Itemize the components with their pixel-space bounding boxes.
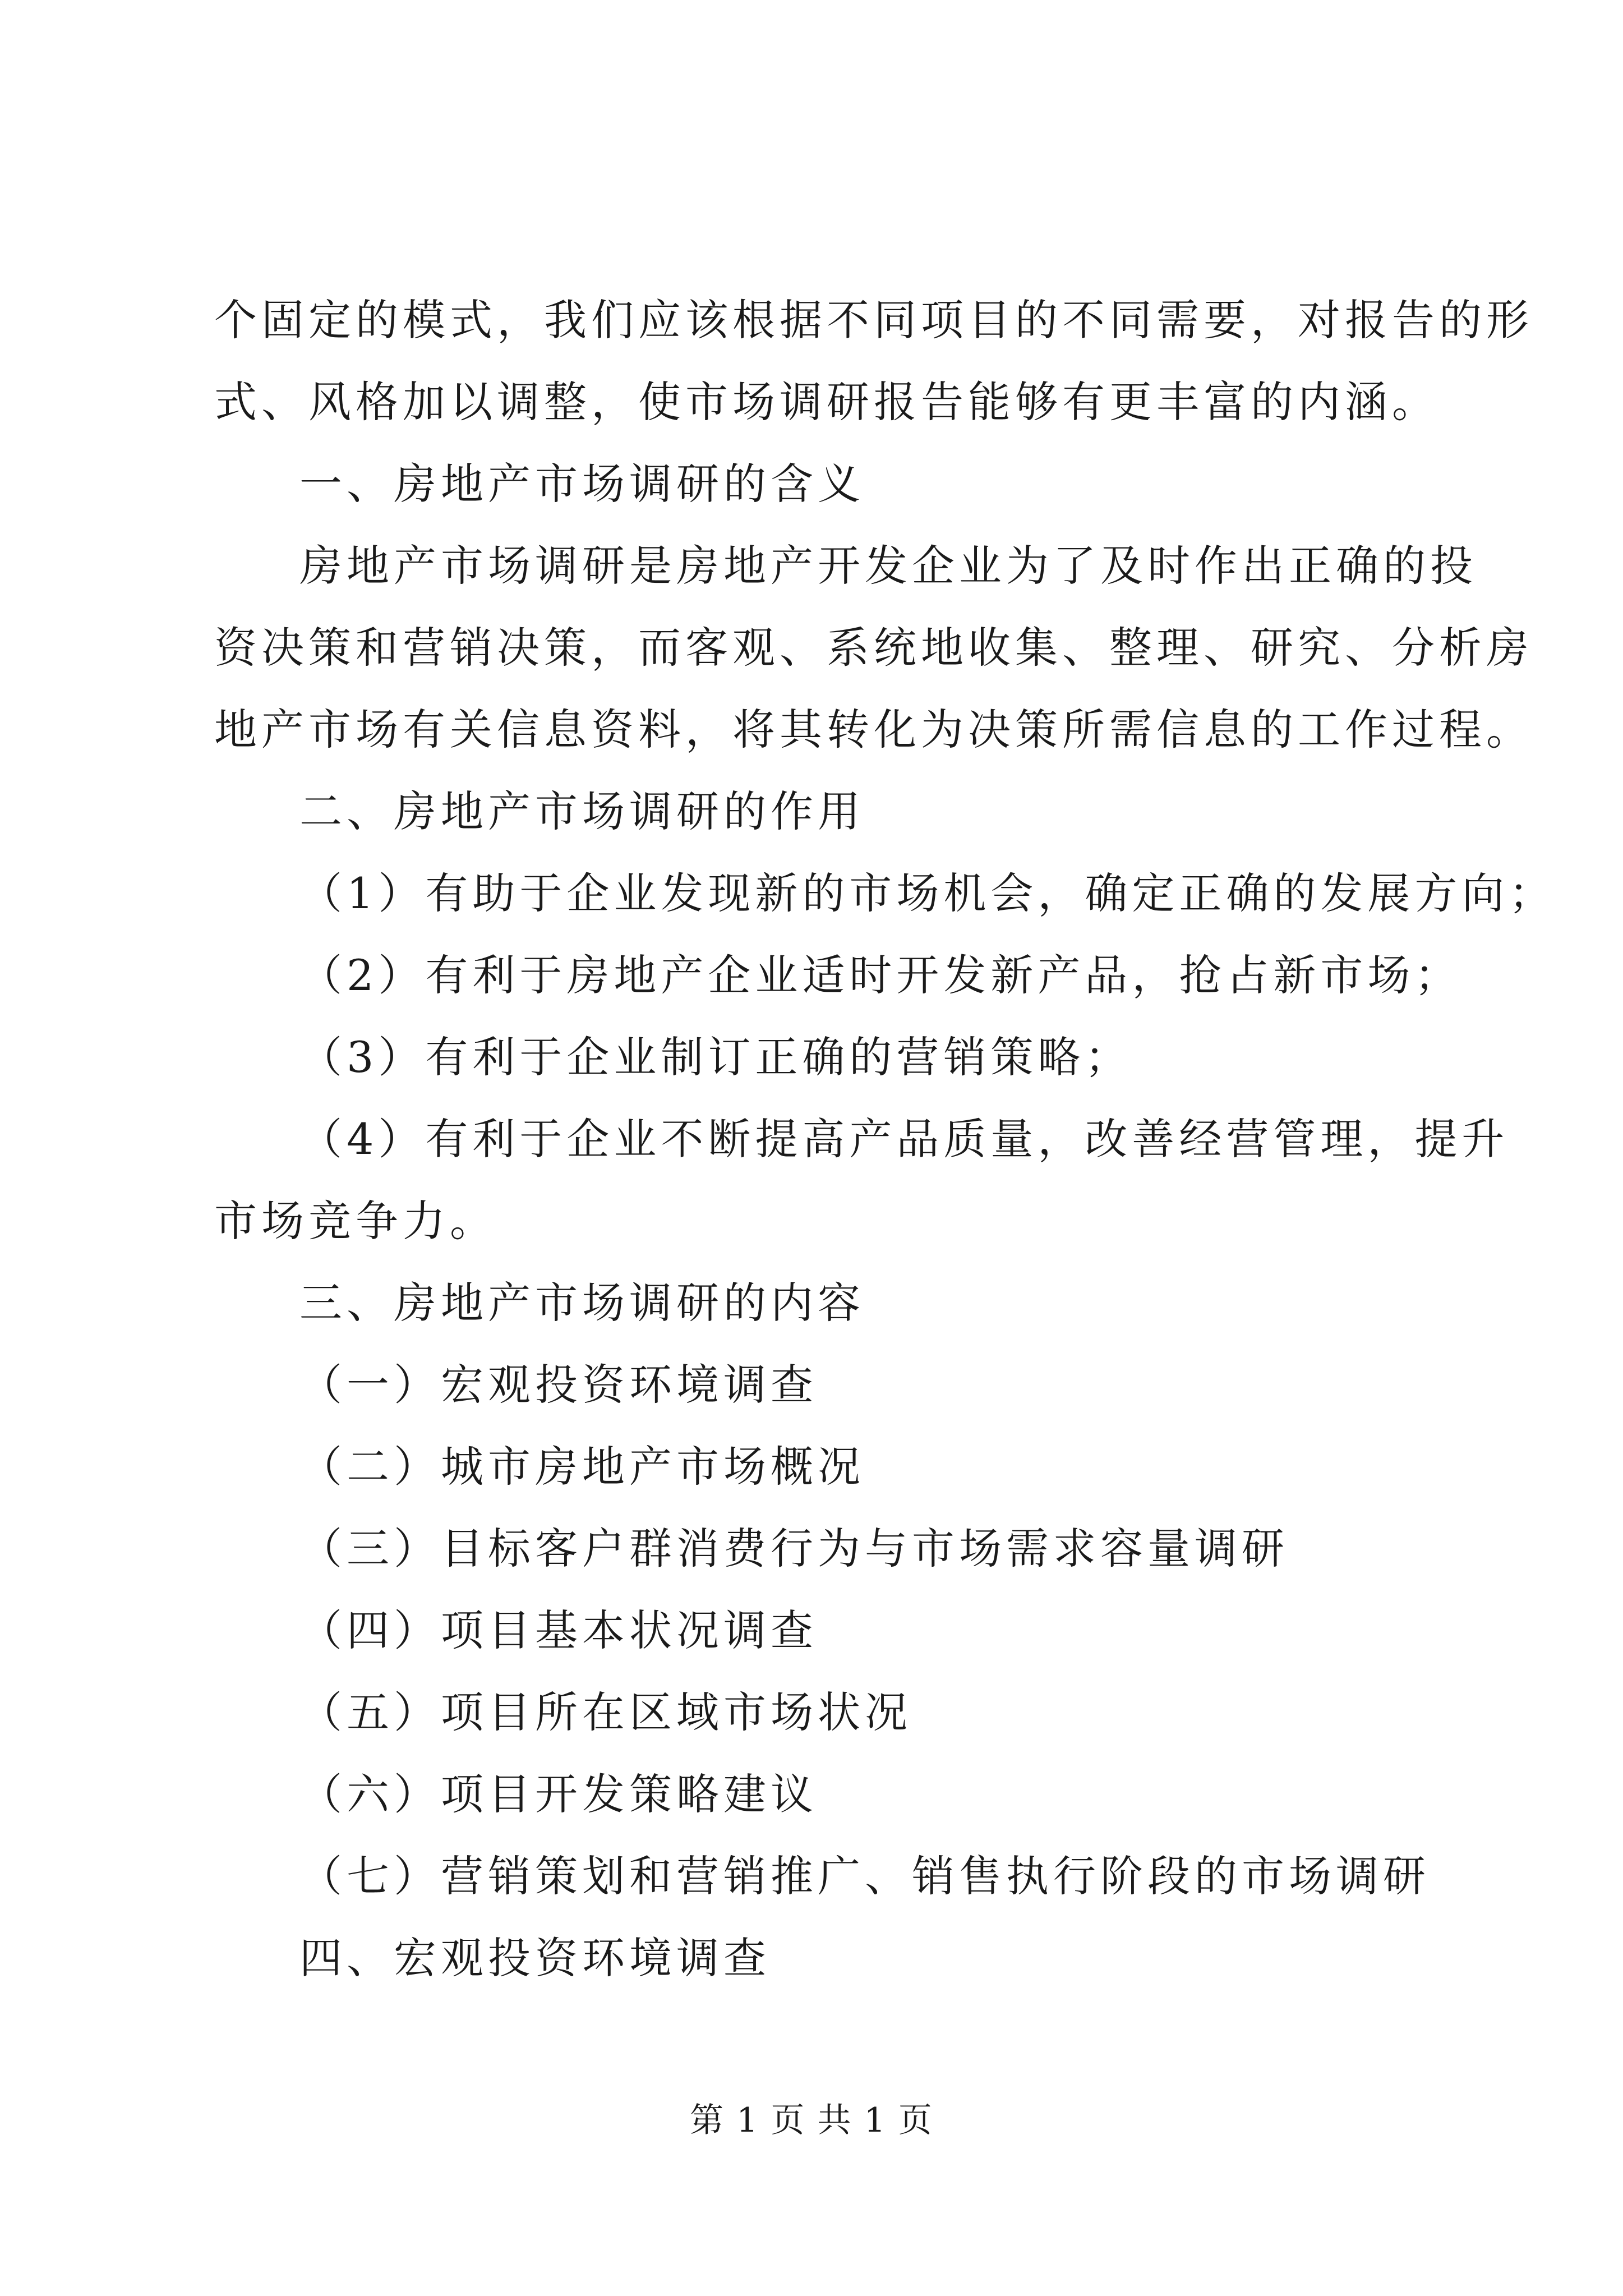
text-line: 资决策和营销决策，而客观、系统地收集、整理、研究、分析房 <box>214 623 1533 673</box>
text-line: 市场竞争力。 <box>214 1196 497 1246</box>
list-item: （六）项目开发策略建议 <box>299 1769 818 1819</box>
list-item: （三）目标客户群消费行为与市场需求容量调研 <box>299 1524 1289 1573</box>
list-item: （一）宏观投资环境调查 <box>299 1360 818 1410</box>
list-item: （2）有利于房地产企业适时开发新产品，抢占新市场； <box>299 950 1462 1000</box>
text-line: 个固定的模式，我们应该根据不同项目的不同需要，对报告的形 <box>214 295 1533 345</box>
document-body <box>214 279 1556 1999</box>
list-item: （四）项目基本状况调查 <box>299 1605 818 1655</box>
section-heading: 二、房地产市场调研的作用 <box>299 786 865 836</box>
page-number-footer: 第 1 页 共 1 页 <box>690 2101 933 2140</box>
section-heading: 三、房地产市场调研的内容 <box>299 1278 865 1328</box>
list-item: （1）有助于企业发现新的市场机会，确定正确的发展方向； <box>299 868 1556 918</box>
text-line: 式、风格加以调整，使市场调研报告能够有更丰富的内涵。 <box>214 377 1439 427</box>
section-heading: 一、房地产市场调研的含义 <box>299 459 865 509</box>
section-heading: 四、宏观投资环境调查 <box>299 1933 771 1983</box>
list-item: （七）营销策划和营销推广、销售执行阶段的市场调研 <box>299 1851 1430 1901</box>
text-line: 地产市场有关信息资料，将其转化为决策所需信息的工作过程。 <box>214 705 1533 754</box>
list-item: （五）项目所在区域市场状况 <box>299 1687 912 1737</box>
list-item: （4）有利于企业不断提高产品质量，改善经营管理，提升 <box>299 1114 1509 1164</box>
list-item: （二）城市房地产市场概况 <box>299 1442 865 1492</box>
list-item: （3）有利于企业制订正确的营销策略； <box>299 1032 1132 1082</box>
text-line: 房地产市场调研是房地产开发企业为了及时作出正确的投 <box>299 541 1477 591</box>
